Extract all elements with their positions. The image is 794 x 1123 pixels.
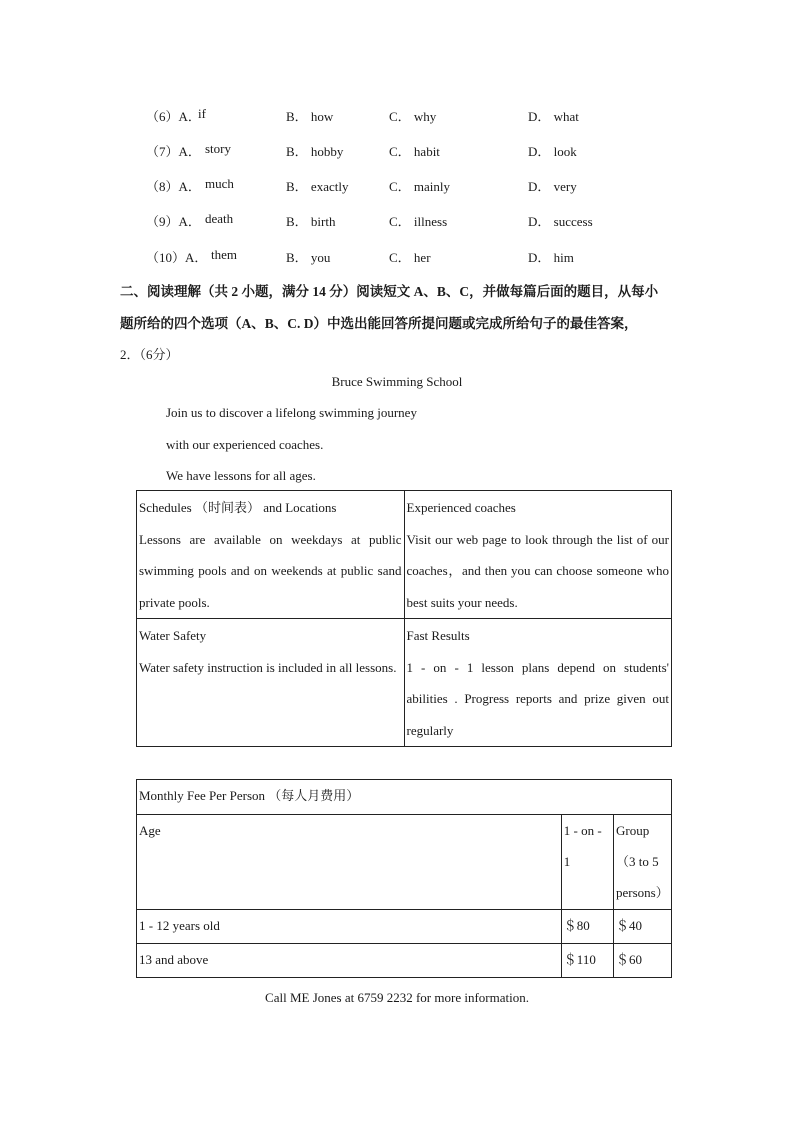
option-b: B． you xyxy=(286,250,331,265)
age-cell: 1 - 12 years old xyxy=(137,910,562,944)
option-row-6 xyxy=(146,106,746,126)
ad-intro-line: We have lessons for all ages. xyxy=(166,468,316,483)
option-d: D． success xyxy=(528,214,593,229)
ad-intro-line: Join us to discover a lifelong swimming journey xyxy=(166,405,417,420)
schedules-body: Lessons are available on weekdays at public swimming pools and on weekends at public sand private pools. xyxy=(139,531,402,610)
results-title: Fast Results xyxy=(406,628,470,643)
option-a: much xyxy=(205,176,234,191)
option-row-7 xyxy=(146,141,746,161)
contact-footer: Call ME Jones at 6759 2232 for more information. xyxy=(265,990,529,1005)
schedules-cell xyxy=(137,491,405,619)
schedules-title: Schedules （时间表） and Locations xyxy=(139,500,337,515)
results-body: 1 - on - 1 lesson plans depend on students' abilities . Progress reports and prize given out regularly xyxy=(406,659,669,738)
safety-body: Water safety instruction is included in all lessons. xyxy=(139,659,397,675)
option-c: C． illness xyxy=(389,214,448,229)
option-row-9 xyxy=(146,211,746,231)
group-fee: ＄40 xyxy=(614,910,672,944)
option-c: C． why xyxy=(389,109,437,124)
group-fee: ＄60 xyxy=(614,944,672,978)
fee-table-title: Monthly Fee Per Person （每人月费用） xyxy=(137,780,672,815)
info-table xyxy=(136,490,672,747)
question-number: 2．（6分） xyxy=(120,347,179,362)
ad-intro-line: with our experienced coaches. xyxy=(166,437,324,452)
one-on-one-fee: ＄80 xyxy=(561,910,613,944)
option-b: B． how xyxy=(286,109,334,124)
one-on-one-fee: ＄110 xyxy=(561,944,613,978)
option-row-8 xyxy=(146,176,746,196)
fee-table xyxy=(136,779,672,978)
option-b: B． hobby xyxy=(286,144,344,159)
option-b: B． exactly xyxy=(286,179,349,194)
option-a: story xyxy=(205,141,231,156)
coaches-body: Visit our web page to look through the list of our coaches，and then you can choose someone who best suits your needs. xyxy=(406,531,669,610)
one-on-one-header: 1 - on - 1 xyxy=(561,815,613,910)
option-d: D． what xyxy=(528,109,579,124)
option-c: C． mainly xyxy=(389,179,451,194)
results-cell xyxy=(404,619,672,747)
ad-title: Bruce Swimming School xyxy=(331,374,463,389)
option-number: （6）A． xyxy=(146,109,201,124)
option-number: （8）A． xyxy=(146,179,201,194)
option-a: if xyxy=(198,106,206,121)
option-number: （7）A． xyxy=(146,144,201,159)
option-c: C． her xyxy=(389,250,431,265)
option-d: D． very xyxy=(528,179,577,194)
table-row xyxy=(137,944,672,978)
option-c: C． habit xyxy=(389,144,440,159)
safety-title: Water Safety xyxy=(139,628,207,643)
coaches-cell xyxy=(404,491,672,619)
section-heading-line-1: 二、阅读理解（共 2 小题，满分 14 分）阅读短文 A、B、C，并做每篇后面的题目，从每小 xyxy=(120,284,659,299)
option-a: death xyxy=(205,211,234,226)
age-header: Age xyxy=(137,815,562,910)
option-row-10 xyxy=(146,247,746,267)
option-b: B． birth xyxy=(286,214,336,229)
option-number: （10）A． xyxy=(146,250,208,265)
group-header: Group （3 to 5 persons） xyxy=(614,815,672,910)
section-heading-line-2: 题所给的四个选项（A、B、C. D）中选出能回答所提问题或完成所给句子的最佳答案， xyxy=(120,316,638,331)
option-d: D． him xyxy=(528,250,574,265)
table-row xyxy=(137,910,672,944)
option-a: them xyxy=(211,247,237,262)
safety-cell xyxy=(137,619,405,747)
coaches-title: Experienced coaches xyxy=(406,500,516,515)
option-d: D． look xyxy=(528,144,577,159)
age-cell: 13 and above xyxy=(137,944,562,978)
option-number: （9）A． xyxy=(146,214,201,229)
